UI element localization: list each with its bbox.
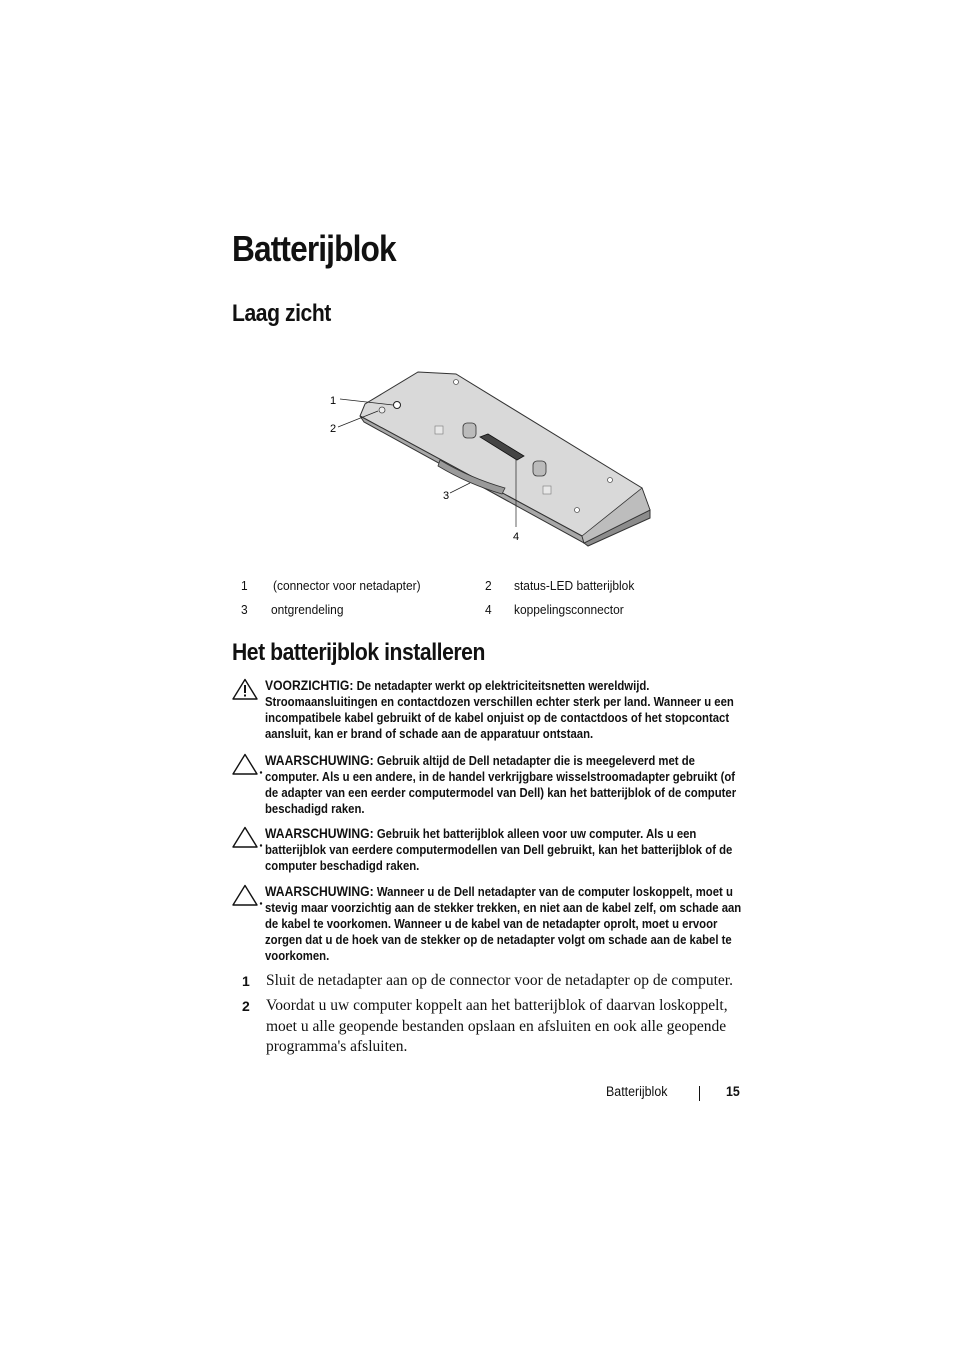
warning-icon bbox=[232, 826, 264, 848]
callout-4: 4 bbox=[513, 531, 520, 543]
callout-2: 2 bbox=[330, 423, 337, 435]
step-item bbox=[242, 971, 752, 992]
callout-1: 1 bbox=[330, 395, 337, 407]
step-text: Sluit de netadapter aan op de connector voor de netadapter op de computer. bbox=[266, 972, 733, 989]
callout-3: 3 bbox=[443, 490, 450, 502]
page-title: Batterijblok bbox=[232, 228, 396, 269]
notice-label: WAARSCHUWING: bbox=[265, 884, 374, 899]
legend-num: 1 bbox=[241, 578, 248, 593]
warning-notice bbox=[232, 753, 744, 817]
battery-slice-body bbox=[360, 372, 650, 546]
step-item bbox=[242, 996, 752, 1058]
section-title-bottom-view: Laag zicht bbox=[232, 300, 331, 327]
legend-text: ontgrendeling bbox=[271, 602, 344, 617]
legend-text: status-LED batterijblok bbox=[514, 578, 635, 593]
notice-text: Gebruik het batterijblok alleen voor uw computer. Als u een batterijblok van eerdere computermodellen van Dell gebruikt, kan het batterijblok of de computer beschadigd raken. bbox=[265, 827, 733, 873]
notice-label: WAARSCHUWING: bbox=[265, 826, 374, 841]
legend-text: koppelingsconnector bbox=[514, 602, 624, 617]
notice-label: VOORZICHTIG: bbox=[265, 678, 354, 693]
warning-icon bbox=[232, 753, 264, 775]
legend-num: 2 bbox=[485, 578, 492, 593]
notice-text: Gebruik altijd de Dell netadapter die is meegeleverd met de computer. Als u een andere, in de handel verkrijgbare wisselstroomadapter gebruikt (of de adapter van een eerder computermodel van Dell) kan het batterijblok of de computer beschadigd raken. bbox=[265, 754, 737, 816]
notice-text: Wanneer u de Dell netadapter van de computer loskoppelt, moet u stevig maar voorzichtig aan de stekker trekken, en niet aan de kabel zelf, om schade aan de kabel te voorkomen. Wanneer u de kabel van de netadapter oprolt, moet u ervoor zorgen dat u de hoek van de stekker op de netadapter volgt om schade aan de kabel te voorkomen. bbox=[265, 885, 742, 963]
step-number: 2 bbox=[242, 998, 250, 1014]
section-title-install: Het batterijblok installeren bbox=[232, 639, 485, 666]
step-text: Voordat u uw computer koppelt aan het batterijblok of daarvan loskoppelt, moet u alle geopende bestanden opslaan en afsluiten en ook alle geopende programma's afsluiten. bbox=[266, 997, 728, 1055]
caution-notice bbox=[232, 678, 744, 742]
warning-icon bbox=[232, 884, 264, 906]
step-number: 1 bbox=[242, 973, 250, 989]
legend-text: (connector voor netadapter) bbox=[273, 578, 421, 593]
battery-slice-illustration bbox=[320, 360, 660, 550]
footer-page-number: 15 bbox=[726, 1084, 740, 1099]
warning-notice bbox=[232, 884, 744, 964]
legend-num: 4 bbox=[485, 602, 492, 617]
footer-divider bbox=[699, 1086, 700, 1101]
caution-icon bbox=[232, 678, 258, 700]
legend-num: 3 bbox=[241, 602, 248, 617]
warning-notice bbox=[232, 826, 744, 874]
notice-label: WAARSCHUWING: bbox=[265, 753, 374, 768]
notice-text: De netadapter werkt op elektriciteitsnetten wereldwijd. Stroomaansluitingen en contactdozen verschillen echter sterk per land. Wanneer u een incompatibele kabel gebruikt of de kabel onjuist op de contactdoos of het stopcontact aansluit, kan er brand of schade aan de apparatuur ontstaan. bbox=[265, 679, 734, 741]
footer-section-name: Batterijblok bbox=[606, 1084, 668, 1099]
